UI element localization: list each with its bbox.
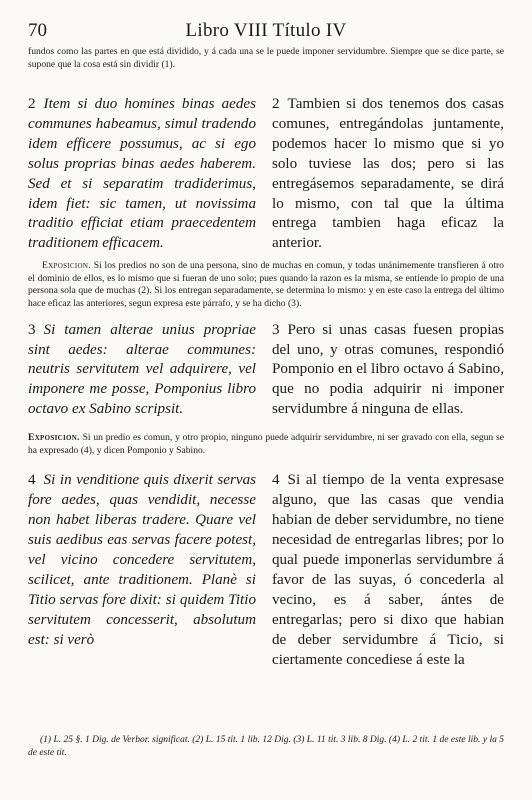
latin-paragraph: Si in venditione quis dixerit servas fore aedes, quas vendidit, necesse non habet liberas tradere. Quare vel suis aedibus eas servas facere potest, vel vicino concedere servitutem, scilicet, ante traditionem. Planè si Titio servas fore dixit: si quidem Titio servitutem concesserit, absolutum est: si verò	[28, 472, 256, 648]
paragraph-number: 4	[272, 472, 280, 489]
paragraph-number: 4	[28, 472, 36, 489]
latin-text-4	[28, 471, 256, 670]
paragraph-number: 2	[272, 96, 280, 112]
footnotes: (1) L. 25 §. 1 Dig. de Verbor. significat. (2) L. 15 tit. 1 lib. 12 Dig. (3) L. 11 tit. 3 lib. 8 Dig. (4) L. 2 tit. 1 de este lib. y la 5 de este tit.	[28, 735, 504, 758]
spanish-text-2	[272, 95, 504, 254]
section-3	[28, 321, 504, 421]
exposition-text: Si los predios no son de una persona, sino de muchas en comun, y todas unánimemente transfieren á otro el dominio de ellos, es lo mismo que si fueran de uno solo; pues quando la razon es la misma, se entiende lo propio de una persona sola que de muchas (2). Si los entregan separadamente, se determina lo mismo: y en este caso la entrega del último hace eficaz las anteriores, segun expresa este párrafo, y se ha dicho (3).	[28, 260, 504, 310]
exposition-label: Exposicion.	[28, 432, 80, 444]
latin-paragraph: Item si duo homines binas aedes communes habeamus, simul tradendo idem efficere possumus, ac si ego solus proprias binas aedes haberem. Sed et si separatim tradiderimus, idem fiet: sic tamen, ut novissima traditio efficiat etiam praecedentem traditionem efficacem.	[28, 96, 256, 252]
spanish-text-4	[272, 471, 504, 670]
running-head	[28, 18, 504, 46]
section-4	[28, 471, 504, 670]
paragraph-number: 3	[272, 321, 280, 338]
spanish-paragraph: Si al tiempo de la venta expresase alguno, que las casas que vendia habian de deber servidumbre, no tiene necesidad de entregarlas libres; por lo qual puede imponerlas servidumbre á favor de las suyas, ó concederla al vecino, es á saber, ántes de entregarlas; pero si dixo que habian de deber servidumbre á Ticio, si ciertamente concediese á este la	[272, 472, 504, 668]
page-number: 70	[28, 20, 47, 41]
paragraph-number: 3	[28, 321, 36, 338]
spanish-paragraph: Tambien si dos tenemos dos casas comunes, entregándolas juntamente, podemos hacer lo mismo que si yo solo tuviese las dos; pero si las entregásemos separadamente, se dirá lo mismo, con tal que la última entrega tambien haga eficaz la anterior.	[272, 96, 504, 252]
latin-text-3	[28, 321, 256, 421]
book-page	[28, 18, 504, 788]
latin-paragraph: Si tamen alterae unius propriae sint aedes: alterae communes: neutris servitutem vel adquirere, vel imponere me posse, Pomponius libro octavo ex Sabino scripsit.	[28, 321, 256, 418]
exposition-2	[28, 432, 504, 457]
running-title: Libro VIII Título IV	[185, 20, 347, 41]
exposition-text: Si un predio es comun, y otro propio, ninguno puede adquirir servidumbre, ni ser gravado con ella, segun se ha expresado (4), y dicen Pomponio y Sabino.	[28, 432, 504, 456]
section-2	[28, 95, 504, 254]
latin-text-2	[28, 95, 256, 254]
spanish-paragraph: Pero si unas casas fuesen propias del uno, y otras comunes, respondió Pomponio en el libro octavo á Sabino, que no podia adquirir ni imponer servidumbre á ninguna de ellas.	[272, 321, 504, 418]
paragraph-number: 2	[28, 96, 36, 112]
exposition-1	[28, 260, 504, 310]
spanish-text-3	[272, 321, 504, 421]
exposition-label: Exposicion.	[42, 260, 91, 272]
carry-over-paragraph: fundos como las partes en que está dividido, y á cada una se le puede imponer servidumbre. Siempre que se dice parte, se supone que la cosa está sin dividir (1).	[28, 46, 504, 70]
